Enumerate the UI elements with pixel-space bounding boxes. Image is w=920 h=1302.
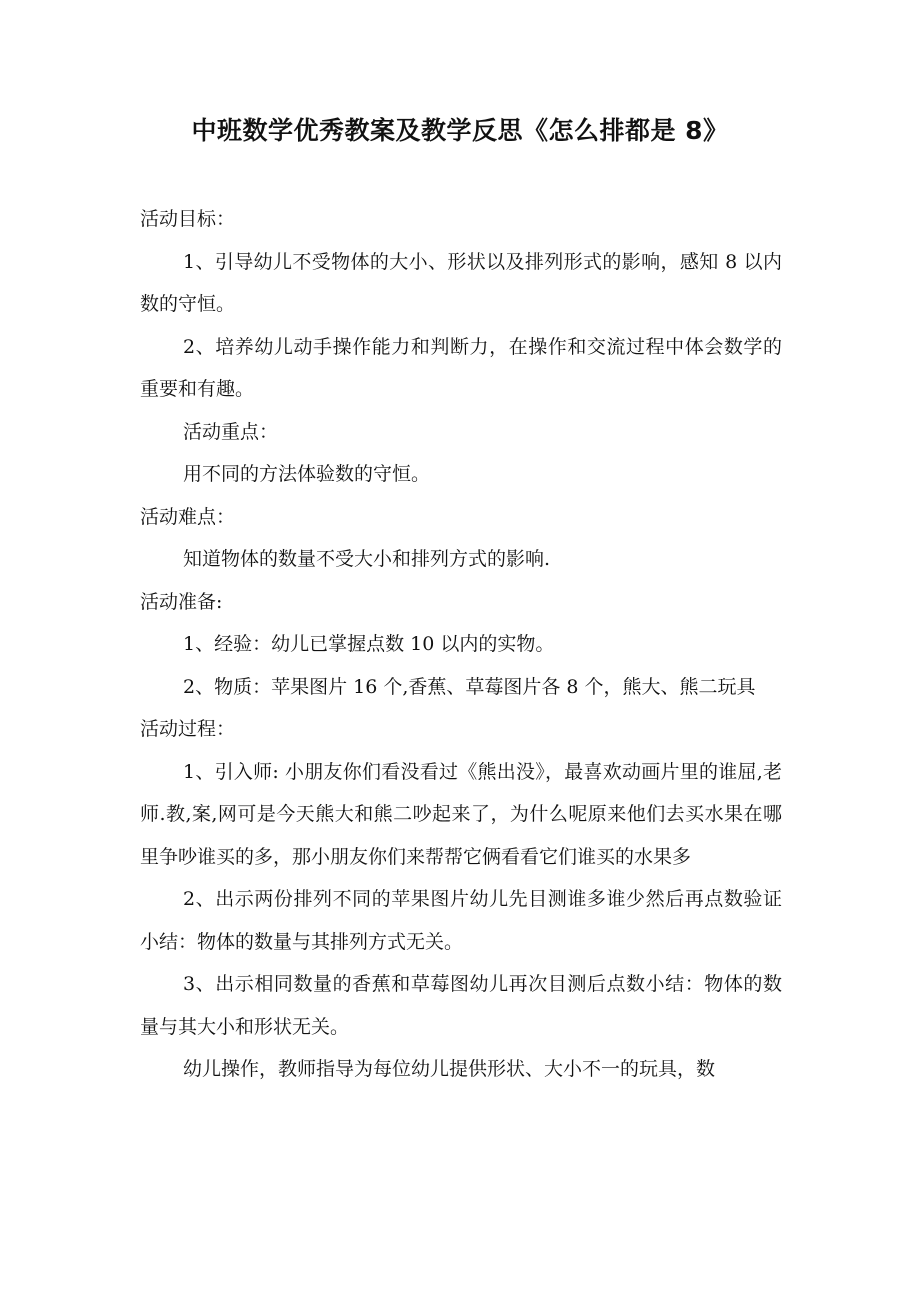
process-item-1: 1、引入师: 小朋友你们看没看过《熊出没》，最喜欢动画片里的谁屈,老师.教,案,网可是今天熊大和熊二吵起来了，为什么呢原来他们去买水果在哪里争吵谁买的多，那小朋友你们来帮帮它俩看看它们谁买的水果多 [140,760,782,868]
section-heading-goals: 活动目标： [140,208,236,230]
process-item-3: 3、出示相同数量的香蕉和草莓图幼儿再次目测后点数小结：物体的数量与其大小和形状无关。 [140,973,782,1038]
section-heading-preparation: 活动准备: [140,590,223,613]
goal-item-1: 1、引导幼儿不受物体的大小、形状以及排列形式的影响，感知 8 以内数的守恒。 [140,250,782,315]
preparation-item-2: 2、物质：苹果图片 16 个,香蕉、草莓图片各 8 个，熊大、熊二玩具 [183,675,756,698]
section-heading-process: 活动过程： [140,718,236,740]
document-body [140,198,782,1091]
goal-item-2: 2、培养幼儿动手操作能力和判断力，在操作和交流过程中体会数学的重要和有趣。 [140,335,782,400]
preparation-item-1: 1、经验：幼儿已掌握点数 10 以内的实物。 [183,633,555,655]
section-heading-difficulty: 活动难点： [140,505,236,528]
section-heading-key-point: 活动重点： [183,420,279,443]
key-point-text: 用不同的方法体验数的守恒。 [183,463,431,485]
document-title: 中班数学优秀教案及教学反思《怎么排都是 8》 [191,116,729,145]
process-item-2: 2、出示两份排列不同的苹果图片幼儿先目测谁多谁少然后再点数验证小结：物体的数量与其排列方式无关。 [140,888,782,953]
difficulty-text: 知道物体的数量不受大小和排列方式的影响. [183,548,551,570]
process-item-operation: 幼儿操作，教师指导为每位幼儿提供形状、大小不一的玩具，数 [183,1058,716,1080]
